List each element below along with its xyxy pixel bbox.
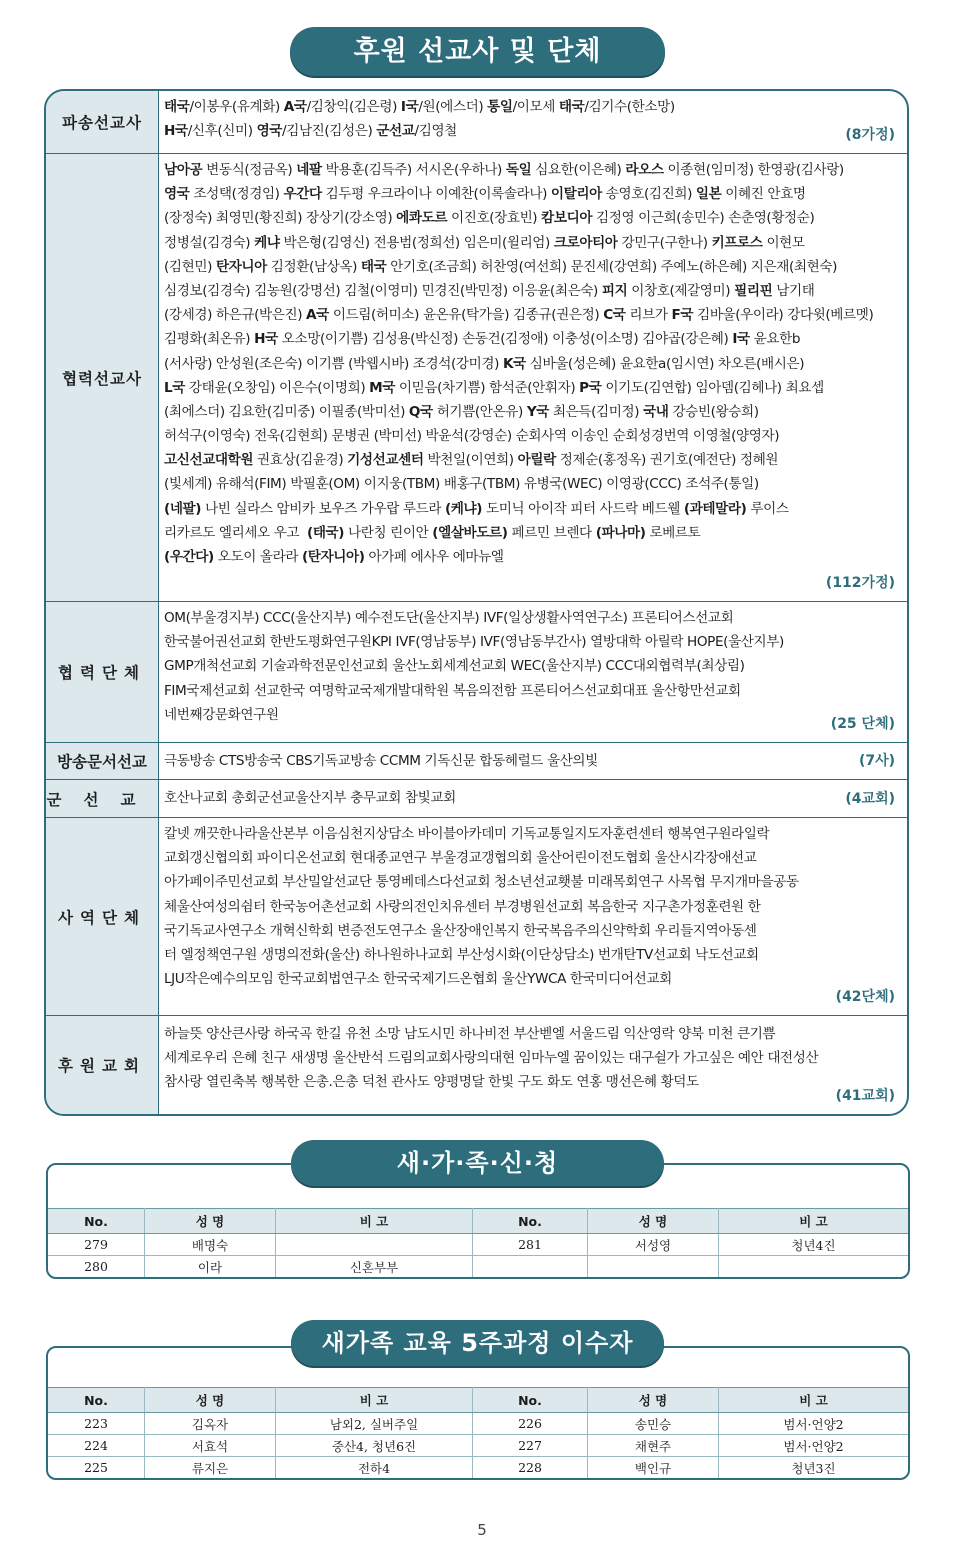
content-line: 교회갱신협의회 파이디온선교회 현대종교연구 부울경교갱협의회 울산어린이전도협회 울산시각장애선교 (164, 850, 757, 867)
table-cell: 채현주 (588, 1435, 719, 1457)
count-badge: (8가정) (845, 126, 895, 143)
table-cell: 중산4, 청년6진 (276, 1435, 473, 1457)
row-coop-missionaries (46, 154, 907, 602)
count-badge: (4교회) (845, 790, 895, 807)
content-line: 하늘뜻 양산큰사랑 하국곡 한길 유천 소망 남도시민 하나비전 부산벧엘 서울드림 익산영락 양북 미천 큰기쁨 (164, 1026, 776, 1042)
label-dispatch: 파송선교사 (46, 91, 159, 153)
column-header: No. (48, 1209, 145, 1234)
education-title-text: 새가족 교육 5주과정 이수자 (321, 1329, 634, 1357)
sponsor-title-text: 후원 선교사 및 단체 (353, 36, 602, 67)
table-cell: 범서·언양2 (719, 1435, 909, 1457)
table-cell: 류지은 (145, 1457, 276, 1479)
content-military (164, 786, 901, 815)
table-cell: 백인규 (588, 1457, 719, 1479)
table-row (48, 1256, 908, 1278)
label-broadcast: 방송문서선교 (46, 743, 159, 779)
table-cell (473, 1256, 588, 1278)
table-cell (276, 1234, 473, 1256)
column-header: 비 고 (276, 1388, 473, 1413)
table-cell: 281 (473, 1234, 588, 1256)
content-line: 허석구(이영숙) 전욱(김현희) 문병권 (박미선) 박윤석(강영순) 순회사역 이송인 순회성경번역 이영철(양영자) (164, 428, 780, 445)
table-cell: 224 (48, 1435, 145, 1457)
table-cell: 227 (473, 1435, 588, 1457)
content-line: 호산나교회 총회군선교울산지부 충무교회 참빛교회 (164, 790, 456, 806)
table-cell: 226 (473, 1413, 588, 1435)
column-header: 비 고 (719, 1388, 909, 1413)
content-line: (김현민) 탄자니아 김정환(남상옥) 태국 안기호(조금희) 허찬영(여선희) 문진세(강연희) 주예노(하은혜) 지은재(최현숙) (164, 258, 837, 275)
new-family-title (291, 1140, 664, 1186)
table-cell: 225 (48, 1457, 145, 1479)
table-header-row (48, 1209, 908, 1234)
table-header-row (48, 1388, 908, 1413)
education-title (291, 1320, 664, 1366)
content-line: (강세경) 하은규(박은진) A국 이드림(허미소) 윤온유(탁가을) 김종규(권은정) C국 리브가 F국 김바울(우이라) 강다윗(베르멧) (164, 307, 874, 324)
table-row (48, 1234, 908, 1256)
count-badge: (7사) (858, 752, 895, 769)
column-header: 성 명 (145, 1209, 276, 1234)
column-header: 성 명 (145, 1388, 276, 1413)
education-table (46, 1346, 910, 1480)
content-line: 한국불어권선교회 한반도평화연구원KPI IVF(영남동부) IVF(영남동부간사) 열방대학 아릴락 HOPE(울산지부) (164, 634, 784, 651)
content-churches (164, 1022, 901, 1112)
table-cell: 280 (48, 1256, 145, 1278)
table-row (48, 1435, 908, 1457)
table-cell (719, 1256, 909, 1278)
row-ministry-orgs (46, 818, 907, 1016)
content-broadcast (164, 749, 901, 777)
table-cell: 이라 (145, 1256, 276, 1278)
row-churches (46, 1016, 907, 1114)
content-line: 세계로우리 은혜 친구 새생명 울산반석 드림의교회사랑의대현 임마누엘 꿈이있는 대구쉴가 가고싶은 예안 대전성산 (164, 1050, 819, 1067)
education-grid (48, 1387, 908, 1478)
content-line: (서사랑) 안성원(조은숙) 이기쁨 (박웹시바) 조경석(강미경) K국 심바울(성은혜) 윤요한a(임시연) 차오른(배시은) (164, 355, 805, 372)
table-cell: 송민승 (588, 1413, 719, 1435)
content-line: 리카르도 엘리세오 우고 (태국) 나란칭 린이안 (엘살바도르) 페르민 브렌다 (파나마) 로베르토 (164, 524, 701, 541)
table-cell: 남외2, 실버주일 (276, 1413, 473, 1435)
table-cell: 청년3진 (791, 1460, 836, 1476)
content-line: LJU작은예수의모임 한국교회법연구소 한국국제기드온협회 울산YWCA 한국미디어선교회 (164, 971, 672, 988)
content-coop-missionaries (164, 158, 901, 599)
content-line: 영국 조성택(정경임) 우간다 김두평 우크라이나 이예찬(이록솔라나) 이탈리아 송영호(김진희) 일본 이혜진 안효명 (164, 186, 806, 203)
column-header: 비 고 (276, 1209, 473, 1234)
table-cell: 서성영 (588, 1234, 719, 1256)
table-cell: 279 (48, 1234, 145, 1256)
content-line: GMP개척선교회 기술과학전문인선교회 울산노회세계선교회 WEC(울산지부) CCC대외협력부(최상림) (164, 658, 745, 675)
content-line: 심경보(김경숙) 김농원(강명선) 김철(이영미) 민경진(박민정) 이응윤(최은숙) 피지 이창호(제갈영미) 필리핀 남기태 (164, 282, 815, 299)
page-number: 5 (477, 1521, 487, 1539)
content-line: 체울산여성의쉼터 한국농어촌선교회 사랑의전인치유센터 부경병원선교회 복음한국 지구촌가정훈련원 한 (164, 898, 761, 915)
table-cell: 서효석 (145, 1435, 276, 1457)
column-header: No. (48, 1388, 145, 1413)
sponsor-table (44, 89, 909, 1116)
count-badge: (42단체) (835, 988, 895, 1005)
table-cell (588, 1256, 719, 1278)
label-churches: 후원교회 (46, 1016, 159, 1114)
content-line: OM(부울경지부) CCC(울산지부) 예수전도단(울산지부) IVF(일상생활사역연구소) 프론티어스선교회 (164, 610, 734, 626)
new-family-title-text: 새·가·족·신·청 (396, 1149, 559, 1177)
content-line: (네팔) 나빈 실라스 암비카 보우즈 가우랍 루드라 (케냐) 도미닉 아이작 피터 사드락 베드웰 (과테말라) 루이스 (164, 500, 789, 517)
new-family-grid (48, 1208, 908, 1277)
label-coop-missionaries: 협력선교사 (46, 154, 159, 601)
label-ministry-orgs: 사역단체 (46, 818, 159, 1015)
content-line: 고신선교대학원 권효상(김윤경) 기성선교센터 박천일(이연희) 아릴락 정제순(홍정옥) 권기호(예전단) 정혜원 (164, 452, 779, 469)
table-cell: 청년4진 (719, 1234, 909, 1256)
column-header: 비 고 (719, 1209, 909, 1234)
content-line: 아가페이주민선교회 부산밀알선교단 통영베데스다선교회 청소년선교횃불 미래목회연구 사목협 무지개마을공동 (164, 874, 799, 891)
row-broadcast (46, 743, 907, 780)
content-line: (최에스더) 김요한(김미중) 이필종(박미선) Q국 허기쁨(안온유) Y국 최은득(김미정) 국내 강승빈(왕승희) (164, 403, 759, 420)
content-dispatch (164, 95, 901, 151)
row-dispatch (46, 91, 907, 154)
content-line: 극동방송 CTS방송국 CBS기독교방송 CCMM 기독신문 합동헤럴드 울산의빛 (164, 753, 598, 769)
table-row (48, 1413, 908, 1435)
column-header: 성 명 (588, 1388, 719, 1413)
content-line: 칼넷 깨끗한나라울산본부 이음심천지상담소 바이블아카데미 기독교통일지도자훈련센터 행복연구원라일락 (164, 826, 770, 842)
count-badge: (25 단체) (830, 715, 895, 732)
label-coop-orgs: 협력단체 (46, 602, 159, 742)
content-line: H국/신후(신미) 영국/김남진(김성은) 군선교/김영철 (164, 123, 457, 140)
count-badge: (112가정) (825, 574, 895, 591)
content-line: L국 강태윤(오창임) 이은수(이명희) M국 이믿음(차기쁨) 함석준(안휘자) P국 이기도(김연합) 임아뎀(김헤나) 최요셉 (164, 379, 824, 396)
table-cell: 신혼부부 (276, 1256, 473, 1278)
table-cell: 김옥자 (145, 1413, 276, 1435)
column-header: 성 명 (588, 1209, 719, 1234)
content-line: 터 엘정책연구원 생명의전화(울산) 하나원하나교회 부산성시화(이단상담소) 번개탄TV선교회 낙도선교회 (164, 946, 759, 963)
content-line: 정병설(김경숙) 케냐 박은형(김영신) 전용범(정희선) 임은미(윌리엄) 크로아티아 강민구(구한나) 키프로스 이현모 (164, 234, 805, 251)
content-line: 네번째강문화연구원 (164, 706, 279, 723)
content-line: (우간다) 오도이 올라라 (탄자니아) 아가페 에사우 에마뉴엘 (164, 549, 504, 565)
content-line: FIM국제선교회 선교한국 여명학교국제개발대학원 복음의전함 프론티어스선교회대표 울산항만선교회 (164, 682, 741, 699)
sponsor-title (290, 27, 665, 76)
content-line: 태국/이봉우(유계화) A국/김창익(김은령) I국/원(에스더) 통일/이모세 태국/김기수(한소망) (164, 99, 675, 115)
content-line: 국기독교사연구소 개혁신학회 변증전도연구소 울산장애인복지 한국복음주의신약학회 우리들지역아동센 (164, 922, 757, 939)
row-military (46, 780, 907, 818)
content-line: (장정숙) 최영민(황진희) 장상기(강소영) 에콰도르 이진호(장효빈) 캄보디아 김정영 이근희(송민수) 손춘영(황정순) (164, 210, 815, 227)
label-military: 군선교 (46, 780, 159, 817)
table-cell: 범서·언양2 (719, 1413, 909, 1435)
row-coop-orgs (46, 602, 907, 743)
content-line: 참사랑 열린축복 행복한 은총.은총 덕천 관사도 양평명달 한빛 구도 화도 연홍 맹선은혜 황덕도 (164, 1074, 699, 1091)
content-line: (빛세계) 유해석(FIM) 박필훈(OM) 이지웅(TBM) 배홍구(TBM) 유병국(WEC) 이영광(CCC) 조석주(통일) (164, 476, 759, 493)
content-line: 남아공 변동식(정금옥) 네팔 박용훈(김득주) 서시온(우하나) 독일 심요한(이은혜) 라오스 이종현(임미정) 한영광(김사랑) (164, 162, 844, 178)
count-badge: (41교회) (835, 1087, 895, 1104)
table-cell: 전하4 (276, 1457, 473, 1479)
table-row (48, 1457, 908, 1479)
column-header: No. (473, 1388, 588, 1413)
table-cell: 228 (473, 1457, 588, 1479)
content-ministry-orgs (164, 822, 901, 1013)
content-line: 김평화(최온유) H국 오소망(이기쁨) 김성용(박신정) 손동건(김정애) 이충성(이소명) 김야곱(강은혜) I국 윤요한b (164, 331, 801, 348)
table-cell: 223 (48, 1413, 145, 1435)
content-coop-orgs (164, 606, 901, 740)
column-header: No. (473, 1209, 588, 1234)
table-cell: 배명숙 (145, 1234, 276, 1256)
